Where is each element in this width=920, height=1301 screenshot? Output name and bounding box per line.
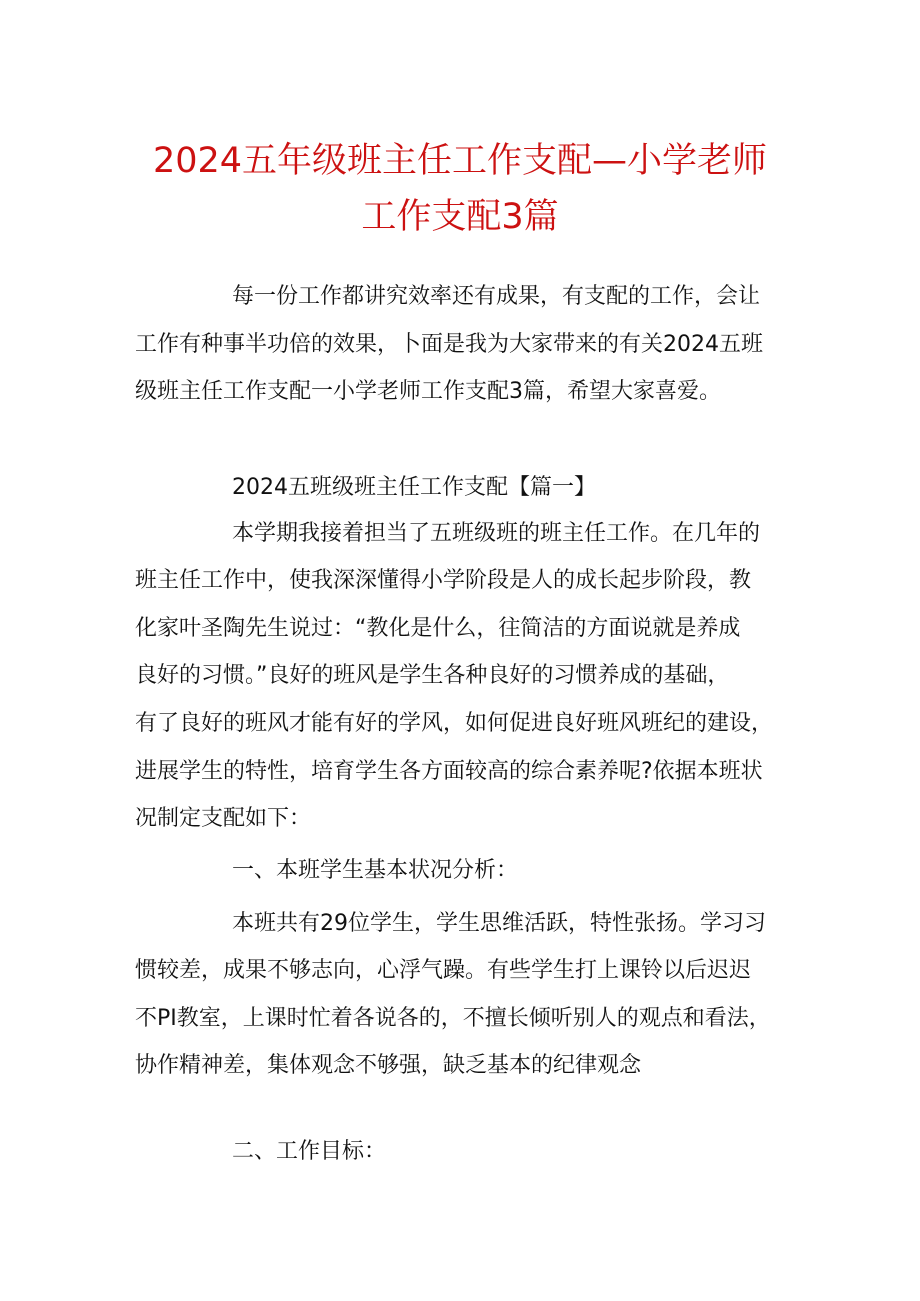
paragraph-line: 有了良好的班风才能有好的学风，如何促进良好班风班纪的建设，: [135, 711, 774, 736]
paragraph-line: 协作精神差，集体观念不够强，缺乏基本的纪律观念: [135, 1053, 642, 1078]
paragraph-line: 本学期我接着担当了五班级班的班主任工作。在几年的: [232, 521, 761, 546]
section-heading: 2024五班级班主任工作支配【篇一】: [232, 475, 596, 500]
intro-line: 级班主任工作支配一小学老师工作支配3篇，希望大家喜爱。: [135, 379, 721, 404]
intro-line: 工作有种事半功倍的效果，卜面是我为大家带来的有关2024五班: [135, 332, 763, 357]
subheading: 一、本班学生基本状况分析：: [232, 858, 519, 883]
paragraph-line: 惯较差，成果不够志向，心浮气躁。有些学生打上课铃以后迟迟: [135, 958, 752, 983]
paragraph-line: 班主任工作中，使我深深懂得小学阶段是人的成长起步阶段，教: [135, 568, 752, 593]
title-line: 工作支配3篇: [361, 197, 559, 237]
paragraph-line: 良好的习惯。”良好的班风是学生各种良好的习惯养成的基础，: [135, 663, 730, 688]
paragraph-line: 进展学生的特性，培育学生各方面较高的综合素养呢?依据本班状: [135, 759, 763, 784]
paragraph-line: 化家叶圣陶先生说过：“教化是什么，往简洁的方面说就是养成: [135, 616, 741, 641]
paragraph-line: 况制定支配如下：: [135, 806, 312, 831]
title-line: 2024五年级班主任工作支配—小学老师: [152, 141, 768, 181]
paragraph-line: 本班共有29位学生，学生思维活跃，特性张扬。学习习: [232, 911, 766, 936]
intro-line: 每一份工作都讲究效率还有成果，有支配的工作，会让: [232, 284, 761, 309]
subheading: 二、工作目标：: [232, 1139, 387, 1164]
document-title: [100, 133, 820, 245]
paragraph-line: 不PI教室，上课时忙着各说各的，不擅长倾听别人的观点和看法，: [135, 1006, 771, 1031]
